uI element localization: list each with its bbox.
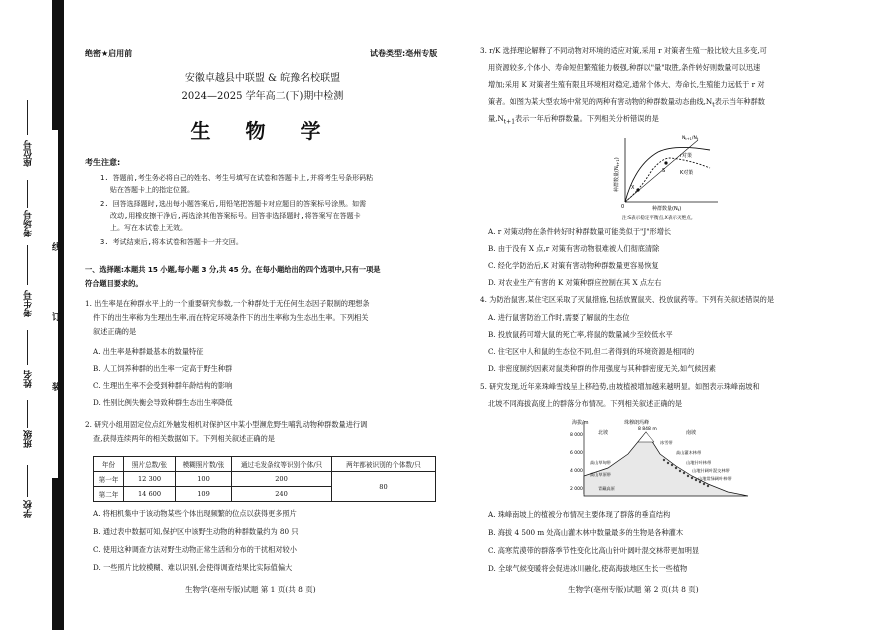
q3-stem-text: 策者。如图为某大型农场中常见的两种有害动物的种群数量动态曲线,N xyxy=(488,97,713,106)
notice-line: 2. 回答选择题时,选出每小题答案后,用铅笔把答题卡对应题目的答案标号涂黑。如需 xyxy=(100,200,367,208)
r-strategy-curve xyxy=(625,147,710,202)
y-tick-label: 4 000 xyxy=(570,469,583,474)
tree-mark xyxy=(671,464,673,466)
q5-option-b: B. 海拔 4 500 m 处高山灌木林中数量最多的生物是各种灌木 xyxy=(488,528,684,537)
q2-stem: 查,获得连续两年的相关数据如下。下列相关叙述正确的是 xyxy=(93,434,275,443)
ratio-line-label-text: /N xyxy=(691,136,697,141)
q3-population-chart xyxy=(600,130,740,222)
binding-strip xyxy=(0,0,70,630)
table-cell: 100 xyxy=(176,472,232,487)
ratio-line-label-text: t xyxy=(696,137,699,141)
tree-mark xyxy=(699,481,701,483)
table-header-cell: 模糊照片数/张 xyxy=(176,457,232,472)
q1-option-a: A. 出生率是种群最基本的数量特征 xyxy=(93,347,204,356)
peak-height-label: 8 848 m xyxy=(638,427,657,432)
x-axis-label-text: ) xyxy=(679,206,682,212)
q1-stem: 1. 出生率是在种群水平上的一个重要研究参数,一个种群处于无任何生态因子限制的理想条 xyxy=(85,299,370,308)
table-cell: 12 300 xyxy=(124,472,176,487)
zone-label: 山地针阔叶混交林带 xyxy=(692,468,730,473)
zone-label: 山地针叶林带 xyxy=(686,460,712,465)
table-header-cell: 通过毛发条纹等识别个体/只 xyxy=(232,457,332,472)
seal-fold-char: 装 xyxy=(52,383,62,393)
table-cell: 109 xyxy=(176,487,232,502)
candidate-number-label: 考生号 xyxy=(24,290,34,317)
y-axis-label xyxy=(613,157,620,192)
paper-type: 试卷类型:亳州专版 xyxy=(370,49,438,58)
q3-stem-line5 xyxy=(488,112,858,130)
zone-label: 冰雪带 xyxy=(660,440,673,445)
q3-option-b: B. 由于没有 X 点,r 对策有害动物很难被人们彻底清除 xyxy=(488,244,660,253)
table-header-cell: 两年都被识别的个体数/只 xyxy=(332,457,436,472)
notice-heading: 考生注意: xyxy=(85,158,121,167)
q3-stem: 增加;采用 K 对策者生殖有限且环境相对稳定,通常个体大、寿命长,生殖能力远低于 r 对 xyxy=(488,80,765,89)
y-tick-label: 6 000 xyxy=(570,451,583,456)
q5-stem: 北坡不同海拔高度上的群落分布情况。下列相关叙述正确的是 xyxy=(488,399,683,408)
north-slope-label: 北坡 xyxy=(598,430,609,436)
tree-mark xyxy=(667,462,669,464)
y-axis-label: 海拔/m xyxy=(572,420,589,426)
section-heading: 一、选择题:本题共 15 小题,每小题 3 分,共 45 分。在每小题给出的四个选项中,只有一项是 xyxy=(85,265,381,274)
confidential-mark: 绝密★启用前 xyxy=(85,49,133,58)
q1-stem: 叙述正确的是 xyxy=(93,327,137,336)
zone-label: 高山灌木林带 xyxy=(676,450,702,455)
q5-option-a: A. 珠峰南坡上的植被分布情况主要体现了群落的垂直结构 xyxy=(488,510,671,519)
y-tick-label: 2 000 xyxy=(570,487,583,492)
q2-stem: 2. 研究小组用固定位点红外触发相机对保护区中某小型濒危野生哺乳动物种群数量进行调 xyxy=(85,420,368,429)
chart-caption: 注:S表示稳定平衡点,X表示灭绝点。 xyxy=(622,216,696,221)
y-axis-label-text: t+1 xyxy=(615,159,620,167)
x-axis-label-text: 种群数量(N xyxy=(652,206,678,212)
q3-stem-text: 量,N xyxy=(488,114,504,123)
tree-mark xyxy=(687,475,689,477)
tree-mark xyxy=(675,467,677,469)
seal-line-char: 线 xyxy=(52,243,62,253)
q2-option-b: B. 通过表中数据可知,保护区中该野生动物的种群数量约为 80 只 xyxy=(93,527,299,536)
q1-option-b: B. 人工饲养种群的出生率一定高于野生种群 xyxy=(93,364,233,373)
exam-year-title: 2024—2025 学年高二(下)期中检测 xyxy=(181,91,344,102)
q5-everest-diagram xyxy=(568,414,758,504)
ratio-line-label xyxy=(682,135,699,141)
snow-cap xyxy=(638,432,654,442)
k-strategy-curve xyxy=(625,158,710,202)
table-header-cell: 照片总数/张 xyxy=(124,457,176,472)
table-row xyxy=(94,472,436,487)
y-tick-label: 8 000 xyxy=(570,433,583,438)
name-label: 姓名 xyxy=(24,370,34,388)
table-header-row xyxy=(94,457,436,472)
q3-option-a: A. r 对策动物在条件转好时种群数量可能类似于"J"形增长 xyxy=(488,227,672,236)
tree-mark xyxy=(695,479,697,481)
class-label: 班级 xyxy=(24,430,34,448)
everest-label: 珠穆朗玛峰 xyxy=(624,420,650,426)
y-axis-label-text: 种群数量(N xyxy=(614,166,620,192)
q3-option-c: C. 经化学防治后,K 对策有害动物种群数量更容易恢复 xyxy=(488,261,659,270)
q4-option-d: D. 非密度制约因素对鼠类种群的作用强度与其种群密度无关,如气候因素 xyxy=(488,364,716,373)
tree-mark xyxy=(679,470,681,472)
q3-stem-line4 xyxy=(488,95,858,113)
table-cell: 200 xyxy=(232,472,332,487)
q3-stem: 3. r/K 选择理论解释了不同动物对环境的适应对策,采用 r 对策者生殖一般比较大且多变,可 xyxy=(480,46,767,55)
binding-block xyxy=(52,0,60,130)
table-header-cell: 年份 xyxy=(94,457,124,472)
class-line xyxy=(27,400,28,428)
q4-option-b: B. 投放鼠药可增大鼠的死亡率,将鼠的数量减少至较低水平 xyxy=(488,330,673,339)
q4-option-a: A. 进行鼠害防治工作时,需要了解鼠的生态位 xyxy=(488,313,630,322)
zone-label: 山地常绿阔叶林带 xyxy=(698,476,732,481)
name-line xyxy=(27,330,28,365)
subject-title: 生 物 学 xyxy=(190,119,335,143)
ratio-line-label-text: N xyxy=(682,136,686,141)
table-cell: 第二年 xyxy=(94,487,124,502)
notice-line: 改动,用橡皮擦干净后,再选涂其他答案标号。回答非选择题时,将答案写在答题卡 xyxy=(110,212,361,220)
k-strategy-label: K对策 xyxy=(680,170,694,176)
q3-option-d: D. 对农业生产有害的 K 对策种群应控制在其 X 点左右 xyxy=(488,278,662,287)
notice-line: 贴在答题卡上的指定位置。 xyxy=(110,186,194,194)
q2-option-a: A. 将相机集中于该动物某些个体出现频繁的位点以获得更多照片 xyxy=(93,509,297,518)
extinction-point xyxy=(636,188,639,191)
footer-left: 生物学(亳州专版)试题 第 1 页(共 8 页) xyxy=(185,585,316,594)
q2-data-table xyxy=(93,456,436,502)
plateau-label: 青藏高原 xyxy=(598,486,615,491)
subscript: t xyxy=(712,101,715,109)
tree-mark xyxy=(691,477,693,479)
notice-line: 3. 考试结束后,将本试卷和答题卡一并交回。 xyxy=(100,238,243,246)
footer-right: 生物学(亳州专版)试题 第 2 页(共 8 页) xyxy=(568,585,699,594)
q3-stem-text: 表示一年后种群数量。下列相关分析错误的是 xyxy=(515,114,659,123)
table-cell: 第一年 xyxy=(94,472,124,487)
candidate-number-line xyxy=(27,245,28,285)
zone-label: 高山草原带 xyxy=(590,472,611,477)
tree-mark xyxy=(663,459,665,461)
south-slope-label: 南坡 xyxy=(686,430,697,436)
binding-block xyxy=(52,478,60,630)
stable-point xyxy=(664,161,667,164)
q1-stem: 件下的出生率称为生理出生率,而在特定环境条件下的出生率称为生态出生率。下列相关 xyxy=(93,313,369,322)
notice-line: 上。写在本试卷上无效。 xyxy=(110,224,187,232)
point-label-s: S xyxy=(662,168,666,174)
seat-number-line xyxy=(27,100,28,135)
q3-stem: 用资源较多,个体小、寿命短但繁殖能力极强,种群以"量"取胜,条件转好则数量可以迅速 xyxy=(488,63,761,72)
zone-label: 高山草甸带 xyxy=(590,460,611,465)
school-label: 学校 xyxy=(24,500,34,518)
q2-option-c: C. 使用这种调查方法对野生动物正常生活和分布的干扰相对较小 xyxy=(93,545,297,554)
point-label-x: X xyxy=(631,185,635,191)
table-cell: 14 600 xyxy=(124,487,176,502)
q4-option-c: C. 住宅区中人和鼠的生态位不同,但二者得到的环境资源是相同的 xyxy=(488,347,695,356)
r-strategy-label: r对策 xyxy=(680,153,693,159)
tree-mark xyxy=(683,472,685,474)
tree-mark xyxy=(707,485,709,487)
seat-number-label: 座位号 xyxy=(24,140,34,167)
y-axis-label-text: ) xyxy=(614,157,620,160)
q5-option-c: C. 高寒荒漠带的群落季节性变化比高山针叶阔叶混交林带更加明显 xyxy=(488,546,700,555)
q1-option-d: D. 性别比例失衡会导致种群生态出生率降低 xyxy=(93,398,233,407)
x-axis-label xyxy=(652,205,681,212)
q2-option-d: D. 一些照片比较模糊、难以识别,会使得调查结果比实际值偏大 xyxy=(93,563,293,572)
exam-room-line xyxy=(27,180,28,208)
section-heading-cont: 符合题目要求的。 xyxy=(85,279,143,288)
q5-stem: 5. 研究发现,近年来珠峰雪线呈上移趋势,由坡植被增加越来越明显。如图表示珠峰南坡和 xyxy=(480,382,760,391)
seal-bind-char: 订 xyxy=(52,313,62,323)
ratio-line-label-text: t+1 xyxy=(685,137,692,141)
table-cell: 80 xyxy=(332,472,436,502)
q4-stem: 4. 为防治鼠害,某住宅区采取了灭鼠措施,包括放置鼠夹、投放鼠药等。下列有关叙述错误的是 xyxy=(480,295,775,304)
exam-union-title: 安徽卓越县中联盟 & 皖豫名校联盟 xyxy=(184,73,341,84)
q3-stem-text: 表示当年种群数 xyxy=(714,97,765,106)
table-cell: 240 xyxy=(232,487,332,502)
x-axis-label-text: t xyxy=(677,207,680,212)
q1-option-c: C. 生理出生率不会受到种群年龄结构的影响 xyxy=(93,381,233,390)
origin-label: 0 xyxy=(621,204,625,210)
subscript: t+1 xyxy=(503,118,516,126)
exam-room-label: 考场号 xyxy=(24,210,34,237)
notice-line: 1. 答题前,考生务必将自己的姓名、考生号填写在试卷和答题卡上,并将考生号条形码粘 xyxy=(100,174,374,182)
q5-option-d: D. 全球气候变暖将会促进冰川融化,使高海拔地区生长一些植物 xyxy=(488,564,688,573)
tree-mark xyxy=(703,483,705,485)
school-line xyxy=(27,465,28,497)
